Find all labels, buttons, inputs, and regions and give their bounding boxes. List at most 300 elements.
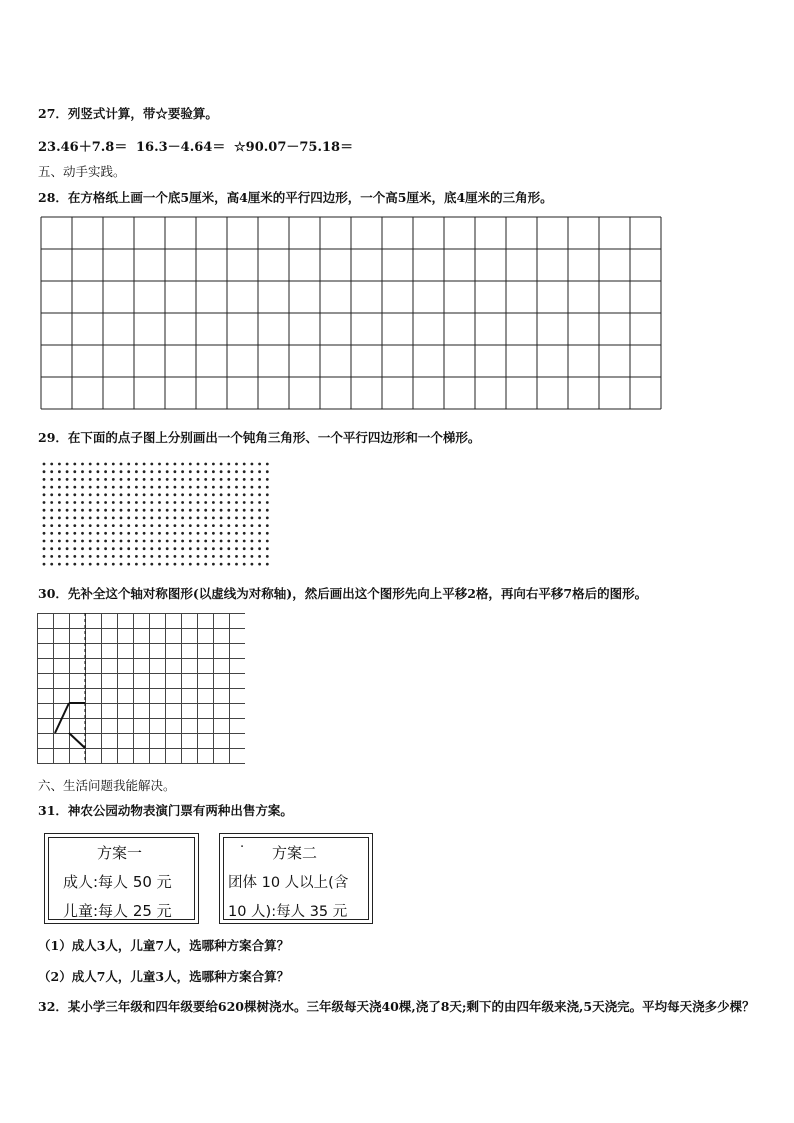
grid-dot (251, 532, 254, 535)
grid-dot (97, 532, 100, 535)
dot-grid-paper[interactable] (40, 460, 272, 568)
grid-dot (251, 555, 254, 558)
grid-dot (150, 478, 153, 481)
grid-dot (150, 463, 153, 466)
grid-dot (120, 563, 123, 566)
grid-dot (150, 555, 153, 558)
grid-dot (97, 517, 100, 520)
grid-dot (220, 493, 223, 496)
grid-dot (266, 524, 269, 527)
grid-dot (197, 517, 200, 520)
grid-dot (181, 532, 184, 535)
grid-dot (50, 493, 53, 496)
grid-dot (143, 470, 146, 473)
grid-dot (204, 463, 207, 466)
grid-dot (150, 524, 153, 527)
grid-dot (150, 493, 153, 496)
grid-dot (81, 547, 84, 550)
grid-dot (50, 463, 53, 466)
grid-dot (97, 486, 100, 489)
grid-dot (220, 470, 223, 473)
grid-dot (227, 540, 230, 543)
grid-dot (135, 532, 138, 535)
figure-segment-3 (69, 733, 85, 748)
grid-dot (166, 501, 169, 504)
grid-dot (235, 463, 238, 466)
grid-dot (135, 501, 138, 504)
grid-dot (204, 563, 207, 566)
grid-dot (174, 493, 177, 496)
grid-dot (58, 463, 61, 466)
grid-dot (235, 547, 238, 550)
grid-dot (197, 486, 200, 489)
grid-dot (112, 540, 115, 543)
grid-dot (181, 555, 184, 558)
grid-dot (143, 555, 146, 558)
grid-dot (81, 470, 84, 473)
grid-dot (212, 463, 215, 466)
grid-dot (235, 555, 238, 558)
grid-dot (150, 540, 153, 543)
square-grid-paper[interactable] (40, 216, 664, 412)
grid-dot (204, 493, 207, 496)
grid-dot (235, 524, 238, 527)
grid-dot (127, 547, 130, 550)
grid-dot (258, 509, 261, 512)
q27-stem: 27．列竖式计算，带☆要验算。 (38, 106, 218, 121)
symmetry-grid[interactable] (37, 613, 245, 765)
grid-dot (243, 547, 246, 550)
grid-dot (127, 493, 130, 496)
grid-dot (150, 532, 153, 535)
grid-dot (58, 563, 61, 566)
grid-dot (251, 517, 254, 520)
grid-dot (227, 470, 230, 473)
q32-stem: 32．某小学三年级和四年级要给620棵树浇水。三年级每天浇40棵,浇了8天;剩下的由四年级来浇,5天浇完。平均每天浇多少棵？ (38, 999, 755, 1014)
grid-dot (258, 547, 261, 550)
section-5-title: 五、动手实践。 (38, 164, 126, 179)
grid-dot (104, 493, 107, 496)
grid-dot (66, 547, 69, 550)
grid-dot (104, 555, 107, 558)
grid-dot (104, 540, 107, 543)
grid-dot (197, 547, 200, 550)
grid-dot (197, 563, 200, 566)
grid-dot (89, 509, 92, 512)
grid-dot (166, 493, 169, 496)
grid-dot (127, 540, 130, 543)
grid-dot (158, 463, 161, 466)
grid-dot (174, 524, 177, 527)
grid-dot (197, 478, 200, 481)
grid-dot (66, 517, 69, 520)
grid-dot (258, 470, 261, 473)
grid-dot (220, 555, 223, 558)
grid-dot (166, 517, 169, 520)
grid-dot (189, 555, 192, 558)
grid-dot (112, 501, 115, 504)
grid-dot (73, 470, 76, 473)
grid-dot (220, 486, 223, 489)
grid-dot (73, 501, 76, 504)
q29-stem: 29．在下面的点子图上分别画出一个钝角三角形、一个平行四边形和一个梯形。 (38, 430, 481, 445)
grid-dot (227, 563, 230, 566)
grid-dot (174, 563, 177, 566)
grid-dot (181, 563, 184, 566)
grid-dot (258, 555, 261, 558)
grid-dot (73, 493, 76, 496)
grid-dot (89, 555, 92, 558)
grid-dot (89, 540, 92, 543)
grid-dot (181, 486, 184, 489)
grid-dot (189, 517, 192, 520)
grid-dot (235, 532, 238, 535)
grid-dot (227, 524, 230, 527)
grid-dot (189, 532, 192, 535)
grid-dot (66, 463, 69, 466)
grid-dot (150, 470, 153, 473)
grid-dot (81, 486, 84, 489)
grid-dot (212, 470, 215, 473)
grid-dot (235, 540, 238, 543)
grid-dot (158, 563, 161, 566)
grid-dot (104, 470, 107, 473)
grid-dot (43, 532, 46, 535)
grid-dot (120, 547, 123, 550)
grid-dot (251, 478, 254, 481)
grid-dot (104, 563, 107, 566)
grid-dot (97, 470, 100, 473)
plan-one-adult-price: 成人:每人 50 元 (63, 873, 172, 891)
grid-dot (251, 501, 254, 504)
grid-dot (204, 478, 207, 481)
grid-dot (66, 486, 69, 489)
grid-dot (158, 540, 161, 543)
grid-dot (120, 463, 123, 466)
grid-dot (166, 463, 169, 466)
grid-dot (158, 524, 161, 527)
grid-dot (258, 486, 261, 489)
grid-dot (235, 486, 238, 489)
grid-dot (43, 524, 46, 527)
grid-dot (127, 501, 130, 504)
grid-dot (166, 470, 169, 473)
grid-dot (104, 524, 107, 527)
grid-dot (97, 463, 100, 466)
grid-dot (212, 524, 215, 527)
grid-dot (220, 501, 223, 504)
grid-dot (58, 524, 61, 527)
grid-dot (212, 563, 215, 566)
grid-dot (243, 563, 246, 566)
grid-dot (251, 486, 254, 489)
grid-dot (112, 517, 115, 520)
grid-dot (73, 517, 76, 520)
grid-dot (66, 555, 69, 558)
grid-dot (243, 540, 246, 543)
grid-dot (81, 540, 84, 543)
grid-dot (266, 547, 269, 550)
grid-dot (120, 470, 123, 473)
grid-dot (127, 524, 130, 527)
grid-dot (112, 547, 115, 550)
grid-dot (73, 463, 76, 466)
grid-dot (120, 493, 123, 496)
grid-dot (43, 517, 46, 520)
grid-dot (89, 524, 92, 527)
grid-dot (127, 532, 130, 535)
plan-two-line-2: 10 人):每人 35 元 (228, 904, 348, 920)
grid-dot (81, 517, 84, 520)
grid-dot (112, 524, 115, 527)
grid-dot (112, 493, 115, 496)
grid-dot (43, 463, 46, 466)
grid-dot (58, 509, 61, 512)
grid-dot (120, 501, 123, 504)
grid-dot (266, 501, 269, 504)
grid-dot (66, 532, 69, 535)
grid-dot (66, 563, 69, 566)
grid-dot (258, 501, 261, 504)
grid-dot (143, 463, 146, 466)
plan-two-line-1: 团体 10 人以上(含 (228, 875, 349, 891)
grid-dot (50, 532, 53, 535)
grid-dot (50, 540, 53, 543)
grid-dot (97, 493, 100, 496)
grid-dot (58, 478, 61, 481)
grid-dot (58, 493, 61, 496)
grid-dot (50, 486, 53, 489)
grid-dot (181, 493, 184, 496)
grid-dot (258, 524, 261, 527)
grid-dot (135, 478, 138, 481)
grid-dot (227, 555, 230, 558)
grid-dot (220, 463, 223, 466)
grid-dot (181, 501, 184, 504)
grid-dot (135, 555, 138, 558)
grid-dot (50, 501, 53, 504)
grid-dot (66, 540, 69, 543)
q28-stem: 28．在方格纸上画一个底5厘米，高4厘米的平行四边形，一个高5厘米，底4厘米的三角形。 (38, 190, 553, 205)
q31-sub-1: （1）成人3人，儿童7人，选哪种方案合算？ (38, 938, 290, 953)
grid-dot (266, 532, 269, 535)
grid-dot (266, 563, 269, 566)
q27-item-1: 23.46＋7.8＝ (38, 140, 128, 155)
grid-dot (73, 563, 76, 566)
grid-dot (150, 517, 153, 520)
grid-dot (66, 470, 69, 473)
grid-dot (43, 509, 46, 512)
grid-dot (166, 547, 169, 550)
grid-dot (120, 540, 123, 543)
grid-dot (97, 563, 100, 566)
grid-dot (181, 463, 184, 466)
grid-dot (181, 470, 184, 473)
grid-dot (174, 463, 177, 466)
grid-dot (127, 517, 130, 520)
grid-dot (204, 540, 207, 543)
grid-dot (212, 517, 215, 520)
grid-dot (197, 501, 200, 504)
grid-dot (120, 517, 123, 520)
grid-dot (158, 478, 161, 481)
grid-dot (89, 486, 92, 489)
grid-dot (158, 501, 161, 504)
grid-dot (58, 486, 61, 489)
grid-dot (127, 470, 130, 473)
grid-dot (204, 555, 207, 558)
grid-dot (97, 509, 100, 512)
grid-dot (104, 486, 107, 489)
grid-dot (166, 486, 169, 489)
grid-dot (166, 532, 169, 535)
plan-two-dot: · (240, 840, 245, 855)
grid-dot (158, 470, 161, 473)
grid-dot (43, 547, 46, 550)
grid-dot (235, 501, 238, 504)
grid-dot (197, 540, 200, 543)
grid-dot (266, 478, 269, 481)
grid-dot (243, 470, 246, 473)
grid-dot (174, 486, 177, 489)
q31-sub-2: （2）成人7人，儿童3人，选哪种方案合算？ (38, 969, 290, 984)
grid-dot (127, 486, 130, 489)
grid-dot (104, 478, 107, 481)
plan-two-title: 方案二 (272, 844, 318, 862)
grid-dot (89, 478, 92, 481)
grid-dot (243, 517, 246, 520)
grid-dot (89, 501, 92, 504)
grid-dot (251, 563, 254, 566)
grid-dot (212, 478, 215, 481)
grid-dot (197, 555, 200, 558)
grid-dot (235, 470, 238, 473)
grid-dot (243, 486, 246, 489)
grid-dot (143, 547, 146, 550)
grid-dot (258, 463, 261, 466)
grid-dot (243, 463, 246, 466)
grid-dot (166, 555, 169, 558)
grid-dot (204, 501, 207, 504)
grid-dot (135, 540, 138, 543)
grid-dot (189, 563, 192, 566)
grid-dot (43, 486, 46, 489)
grid-dot (243, 493, 246, 496)
grid-dot (204, 517, 207, 520)
grid-dot (189, 478, 192, 481)
grid-dot (212, 509, 215, 512)
grid-dot (120, 486, 123, 489)
grid-dot (166, 540, 169, 543)
grid-dot (197, 532, 200, 535)
grid-dot (43, 563, 46, 566)
grid-dot (266, 486, 269, 489)
grid-dot (197, 509, 200, 512)
grid-dot (174, 517, 177, 520)
plan-one-box (44, 833, 199, 924)
grid-dot (197, 470, 200, 473)
grid-dot (104, 463, 107, 466)
grid-dot (251, 524, 254, 527)
grid-dot (58, 501, 61, 504)
grid-dot (227, 478, 230, 481)
grid-dot (204, 547, 207, 550)
grid-dot (58, 517, 61, 520)
grid-dot (58, 540, 61, 543)
grid-dot (235, 509, 238, 512)
grid-dot (73, 486, 76, 489)
grid-dot (50, 563, 53, 566)
grid-dot (189, 493, 192, 496)
grid-dot (220, 524, 223, 527)
grid-dot (235, 563, 238, 566)
grid-dot (112, 532, 115, 535)
grid-dot (181, 540, 184, 543)
grid-dot (120, 478, 123, 481)
grid-dot (266, 493, 269, 496)
grid-dot (174, 547, 177, 550)
grid-dot (143, 509, 146, 512)
grid-dot (127, 463, 130, 466)
grid-dot (73, 555, 76, 558)
grid-dot (197, 493, 200, 496)
grid-dot (204, 532, 207, 535)
grid-dot (81, 524, 84, 527)
grid-dot (258, 532, 261, 535)
grid-dot (127, 509, 130, 512)
grid-dot (212, 501, 215, 504)
grid-dot (204, 524, 207, 527)
grid-dot (43, 555, 46, 558)
grid-dot (197, 524, 200, 527)
grid-dot (135, 470, 138, 473)
grid-dot (174, 532, 177, 535)
grid-dot (189, 501, 192, 504)
grid-dot (158, 547, 161, 550)
grid-dot (73, 524, 76, 527)
grid-dot (73, 478, 76, 481)
grid-dot (112, 555, 115, 558)
grid-dot (220, 509, 223, 512)
q27-item-3: ☆90.07－75.18＝ (234, 140, 354, 155)
grid-dot (227, 486, 230, 489)
grid-dot (73, 547, 76, 550)
grid-dot (73, 532, 76, 535)
plan-one-child-price: 儿童:每人 25 元 (63, 902, 172, 920)
grid-dot (197, 463, 200, 466)
grid-dot (81, 563, 84, 566)
grid-dot (212, 493, 215, 496)
grid-dot (166, 563, 169, 566)
grid-dot (104, 547, 107, 550)
grid-dot (143, 493, 146, 496)
grid-dot (112, 463, 115, 466)
grid-dot (174, 478, 177, 481)
grid-dot (166, 478, 169, 481)
section-6-title: 六、生活问题我能解决。 (38, 778, 176, 793)
grid-dot (81, 493, 84, 496)
grid-dot (251, 547, 254, 550)
grid-dot (89, 470, 92, 473)
grid-dot (58, 532, 61, 535)
grid-dot (158, 486, 161, 489)
grid-dot (120, 509, 123, 512)
q31-stem: 31．神农公园动物表演门票有两种出售方案。 (38, 803, 293, 818)
grid-dot (212, 540, 215, 543)
grid-dot (212, 547, 215, 550)
grid-dot (181, 517, 184, 520)
grid-dot (266, 470, 269, 473)
